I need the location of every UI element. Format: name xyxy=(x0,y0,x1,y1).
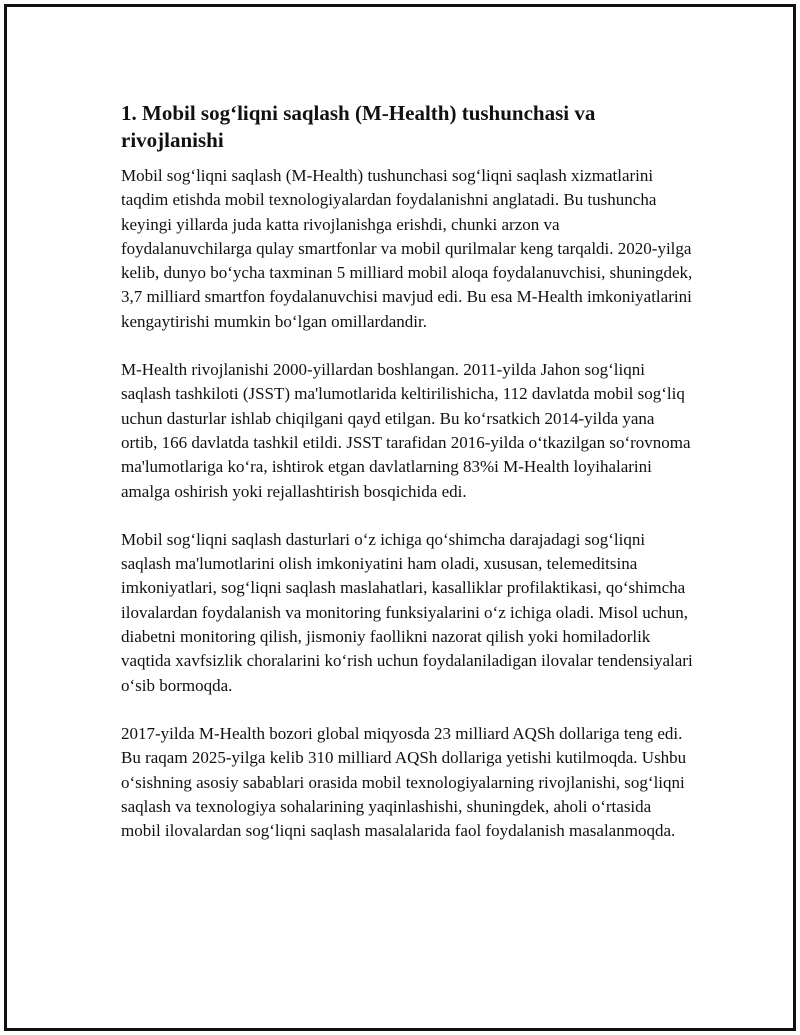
page-frame xyxy=(4,4,796,1031)
paragraph-market: 2017-yilda M-Health bozori global miqyosda 23 milliard AQSh dollariga teng edi. Bu raqam 2025-yilga kelib 310 milliard AQSh dollariga yetishi kutilmoqda. Ushbu o‘sishning asosiy sabablari orasida mobil texnologiyalarning rivojlanishi, sog‘liqni saqlash va texnologiya sohalarining yaqinlashishi, shuningdek, aholi o‘rtasida mobil ilovalardan sog‘liqni saqlash masalalarida faol foydalanish masalanmoqda. xyxy=(121,723,687,841)
paragraph-applications: Mobil sog‘liqni saqlash dasturlari o‘z ichiga qo‘shimcha darajadagi sog‘liqni saqlash ma'lumotlarini olish imkoniyatini ham oladi, xususan, telemeditsina imkoniyatlari, sog‘liqni saqlash maslahatlari, kasalliklar profilaktikasi, qo‘shimcha ilovalardan foydalanish va monitoring funksiyalarini o‘z ichiga oladi. Misol uchun, diabetni monitoring qilish, jismoniy faollikni nazorat qilish yoki homiladorlik vaqtida xavfsizlik choralarini ko‘rish uchun foydalaniladigan ilovalar tendensiyalari o‘sib bormoqda. xyxy=(121,529,693,695)
paragraph-history: M-Health rivojlanishi 2000-yillardan boshlangan. 2011-yilda Jahon sog‘liqni saqlash tashkiloti (JSST) ma'lumotlarida keltirilishicha, 112 davlatda mobil sog‘liq uchun dasturlar ishlab chiqilgani qayd etilgan. Bu ko‘rsatkich 2014-yilda yana ortib, 166 davlatda tashkil etildi. JSST tarafidan 2016-yilda o‘tkazilgan so‘rovnoma ma'lumotlariga ko‘ra, ishtirok etgan davlatlarning 83%i M-Health loyihalarini amalga oshirish yoki rejallashtirish bosqichida edi. xyxy=(121,360,691,501)
paragraph-intro: Mobil sog‘liqni saqlash (M-Health) tushunchasi sog‘liqni saqlash xizmatlarini taqdim etishda mobil texnologiyalardan foydalanishni anglatadi. Bu tushuncha keyingi yillarda juda katta rivojlanishga erishdi, chunki arzon va foydalanuvchilarga qulay smartfonlar va mobil qurilmalar keng tarqaldi. 2020-yilga kelib, dunyo bo‘ycha taxminan 5 milliard mobil aloqa foydalanuvchisi, shuningdek, 3,7 milliard smartfon foydalanuvchisi mavjud edi. Bu esa M-Health imkoniyatlarini kengaytirishi mumkin bo‘lgan omillardandir. xyxy=(121,166,693,331)
document-body xyxy=(121,100,693,867)
section-heading: 1. Mobil sog‘liqni saqlash (M-Health) tushunchasi va rivojlanishi xyxy=(121,101,596,152)
